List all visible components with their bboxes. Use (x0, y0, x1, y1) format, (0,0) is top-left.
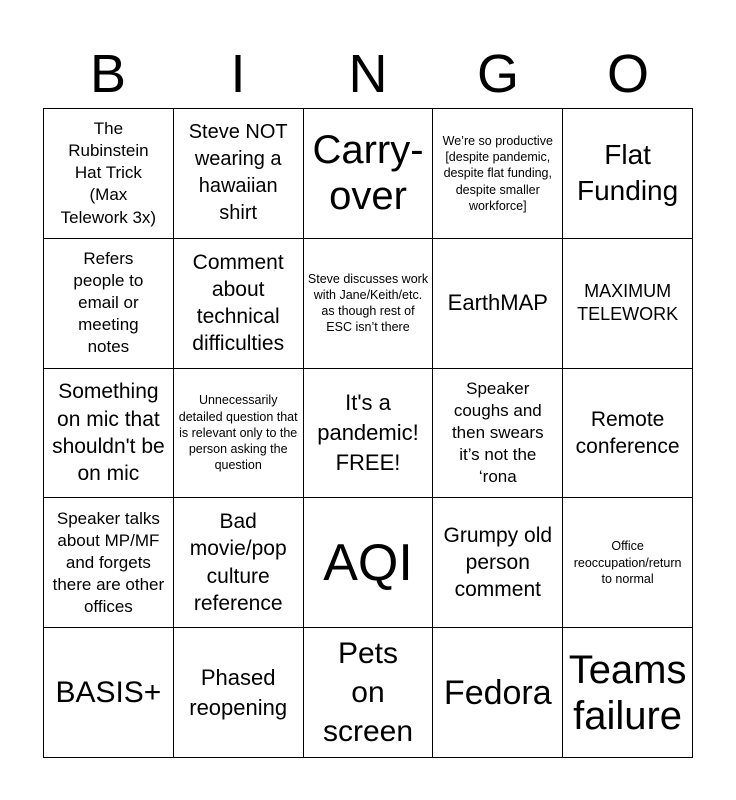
cell-text: Pets on screen (322, 637, 413, 749)
cell-text: Phased reopening (189, 664, 288, 720)
bingo-cell[interactable] (44, 239, 174, 369)
cell-text: EarthMAP (447, 290, 548, 316)
bingo-cell[interactable] (433, 239, 563, 369)
cell-text: Refers people to email or meeting notes (73, 248, 144, 357)
bingo-cell[interactable] (44, 628, 174, 758)
bingo-board (43, 108, 693, 758)
cell-text: Steve discusses work with Jane/Keith/etc. as though rest of ESC isn’t there (307, 271, 429, 335)
cell-text: Flat Funding (577, 139, 679, 207)
cell-text: Comment about technical difficulties (192, 250, 285, 356)
header-letter-i: I (230, 44, 246, 104)
bingo-cell[interactable] (304, 628, 434, 758)
header-letter-b: B (89, 44, 127, 104)
cell-text: Bad movie/pop culture reference (189, 510, 287, 616)
cell-text: It's a pandemic! FREE! (317, 390, 419, 475)
cell-text: Speaker coughs and then swears it’s not the ‘rona (451, 378, 544, 487)
bingo-cell[interactable] (44, 369, 174, 499)
bingo-cell[interactable] (304, 498, 434, 628)
bingo-cell[interactable] (44, 498, 174, 628)
bingo-cell[interactable] (304, 369, 434, 499)
cell-text: Carry-over (312, 128, 424, 219)
cell-text: BASIS+ (55, 676, 162, 710)
cell-text: Grumpy old person comment (443, 523, 553, 602)
bingo-cell[interactable] (174, 628, 304, 758)
cell-text: Fedora (443, 673, 552, 712)
cell-text: Speaker talks about MP/MF and forgets there are other offices (52, 508, 165, 616)
bingo-header (43, 40, 693, 108)
cell-text: We’re so productive [despite pandemic, despite flat funding, despite smaller workforce] (442, 133, 553, 213)
bingo-cell[interactable] (304, 109, 434, 239)
bingo-cell[interactable] (174, 239, 304, 369)
header-letter-o: O (606, 44, 649, 104)
bingo-cell[interactable] (563, 109, 693, 239)
cell-text: Teams failure (568, 647, 687, 738)
bingo-cell[interactable] (433, 369, 563, 499)
bingo-cell[interactable] (433, 109, 563, 239)
header-letter-g: G (476, 44, 519, 104)
bingo-cell[interactable] (174, 498, 304, 628)
bingo-cell[interactable] (563, 369, 693, 499)
cell-text: The Rubinstein Hat Trick (Max Telework 3x) (60, 119, 157, 227)
bingo-cell[interactable] (433, 498, 563, 628)
cell-text: MAXIMUM TELEWORK (577, 280, 679, 325)
cell-text: Something on mic that shouldn't be on mic (52, 380, 165, 486)
bingo-cell[interactable] (563, 239, 693, 369)
bingo-cell[interactable] (433, 628, 563, 758)
bingo-cell[interactable] (563, 498, 693, 628)
bingo-cell[interactable] (563, 628, 693, 758)
cell-text: Steve NOT wearing a hawaiian shirt (188, 121, 288, 225)
cell-text: Unnecessarily detailed question that is relevant only to the person asking the question (178, 393, 298, 473)
cell-text: Office reoccupation/return to normal (573, 539, 682, 586)
bingo-cell[interactable] (44, 109, 174, 239)
header-letter-n: N (348, 44, 388, 104)
cell-text: Remote conference (575, 407, 680, 458)
bingo-cell[interactable] (174, 109, 304, 239)
bingo-cell[interactable] (304, 239, 434, 369)
bingo-cell[interactable] (174, 369, 304, 499)
cell-text: AQI (323, 533, 413, 592)
